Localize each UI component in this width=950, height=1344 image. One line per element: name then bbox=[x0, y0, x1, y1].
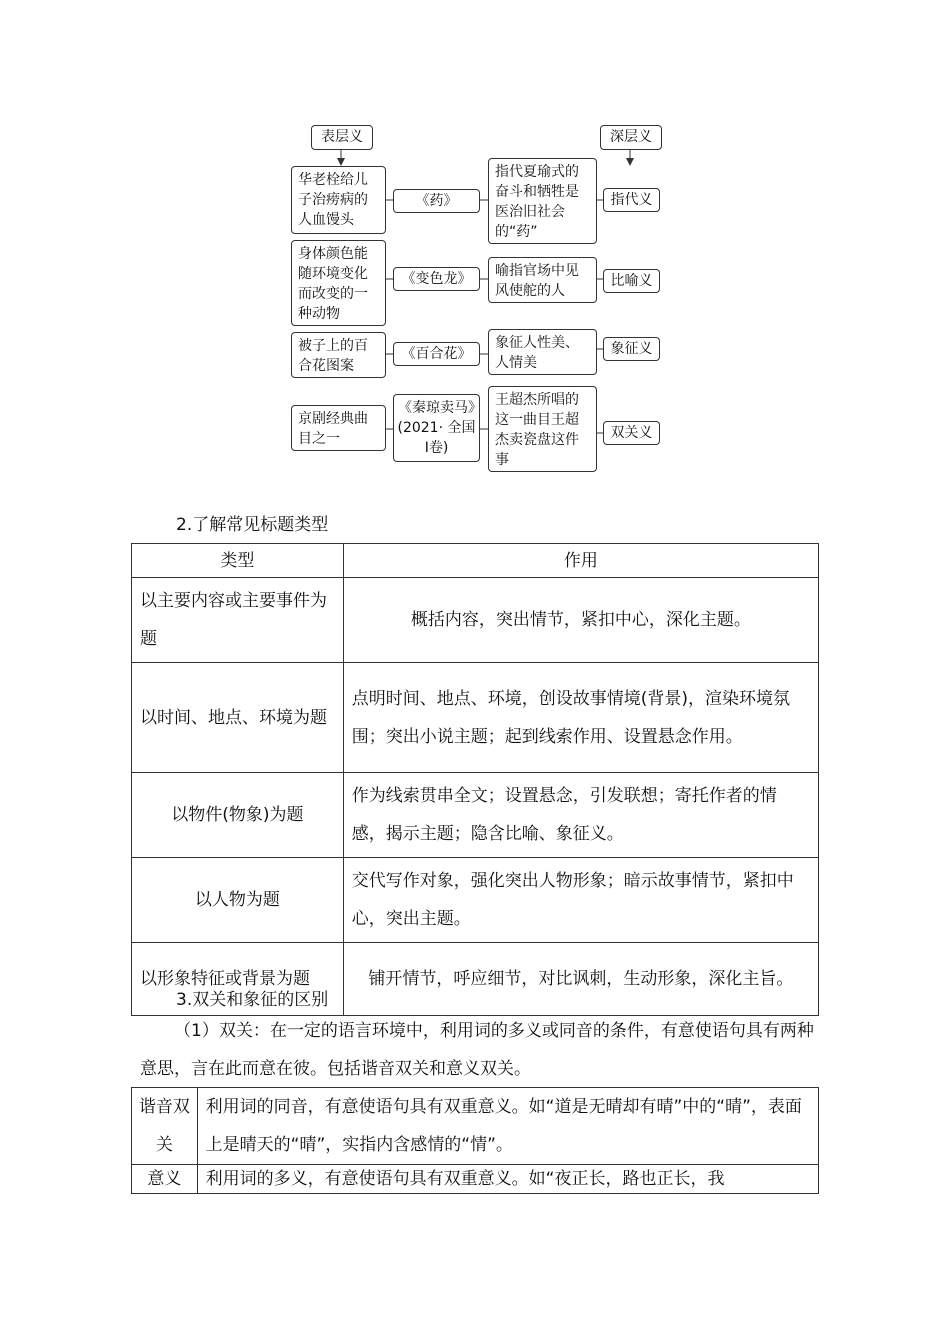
row-type: 以主要内容或主要事件为题 bbox=[132, 578, 344, 663]
row-type: 以物件(物象)为题 bbox=[132, 773, 344, 858]
row-effect: 作为线索贯串全文；设置悬念，引发联想；寄托作者的情感，揭示主题；隐含比喻、象征义。 bbox=[343, 773, 818, 858]
row-type: 以形象特征或背景为题 bbox=[132, 943, 344, 1016]
pun-definition-paragraph: （1）双关：在一定的语言环境中，利用词的多义或同音的条件，有意使语句具有两种意思，言在此而意在彼。包括谐音双关和意义双关。 bbox=[140, 1021, 814, 1079]
deep-meaning-2: 喻指官场中见风使舵的人 bbox=[488, 257, 597, 303]
table-row bbox=[132, 1088, 819, 1165]
surface-meaning-2: 身体颜色能随环境变化而改变的一种动物 bbox=[291, 240, 386, 326]
surface-meaning-4: 京剧经典曲目之一 bbox=[291, 405, 386, 451]
deep-label: 深层义 bbox=[600, 125, 662, 150]
title-box-2: 《变色龙》 bbox=[393, 267, 480, 291]
deep-meaning-1: 指代夏瑜式的奋斗和牺牲是医治旧社会的“药” bbox=[488, 158, 597, 244]
pun-text: 利用词的多义，有意使语句具有双重意义。如“夜正长，路也正长，我 bbox=[197, 1165, 818, 1194]
table-row bbox=[132, 858, 819, 943]
type-label-4: 双关义 bbox=[603, 421, 660, 445]
header-effect: 作用 bbox=[343, 544, 818, 578]
table-row bbox=[132, 1165, 819, 1194]
title-box-1: 《药》 bbox=[393, 189, 480, 213]
type-label-2: 比喻义 bbox=[603, 269, 660, 293]
row-effect: 点明时间、地点、环境，创设故事情境(背景)，渲染环境氛围；突出小说主题；起到线索作用、设置悬念作用。 bbox=[343, 663, 818, 773]
header-type: 类型 bbox=[132, 544, 344, 578]
table-header-row bbox=[132, 544, 819, 578]
deep-meaning-4: 王超杰所唱的这一曲目王超杰卖瓷盘这件事 bbox=[488, 386, 597, 472]
pun-label: 谐音双关 bbox=[132, 1088, 198, 1165]
section2-heading: 2.了解常见标题类型 bbox=[176, 515, 329, 535]
row-effect: 铺开情节，呼应细节，对比讽刺，生动形象，深化主旨。 bbox=[343, 943, 818, 1016]
surface-label: 表层义 bbox=[311, 125, 373, 150]
row-effect: 概括内容，突出情节，紧扣中心，深化主题。 bbox=[343, 578, 818, 663]
pun-types-table bbox=[131, 1087, 819, 1194]
row-type: 以时间、地点、环境为题 bbox=[132, 663, 344, 773]
type-label-1: 指代义 bbox=[603, 188, 660, 212]
surface-meaning-1: 华老栓给儿子治痨病的人血馒头 bbox=[291, 166, 386, 234]
section3-heading: 3.双关和象征的区别 bbox=[176, 990, 329, 1010]
surface-meaning-3: 被子上的百合花图案 bbox=[291, 332, 386, 378]
table-row bbox=[132, 663, 819, 773]
table-row bbox=[132, 773, 819, 858]
row-effect: 交代写作对象，强化突出人物形象；暗示故事情节，紧扣中心，突出主题。 bbox=[343, 858, 818, 943]
deep-meaning-3: 象征人性美、人情美 bbox=[488, 329, 597, 375]
type-label-3: 象征义 bbox=[603, 337, 660, 361]
table-row bbox=[132, 578, 819, 663]
row-type: 以人物为题 bbox=[132, 858, 344, 943]
pun-text: 利用词的同音，有意使语句具有双重意义。如“道是无晴却有晴”中的“晴”，表面上是晴天的“晴”，实指内含感情的“情”。 bbox=[197, 1088, 818, 1165]
title-box-4: 《秦琼卖马》(2021· 全国Ⅰ卷) bbox=[393, 394, 480, 462]
title-box-3: 《百合花》 bbox=[393, 342, 480, 366]
title-types-table bbox=[131, 543, 819, 1016]
pun-label: 意义 bbox=[132, 1165, 198, 1194]
